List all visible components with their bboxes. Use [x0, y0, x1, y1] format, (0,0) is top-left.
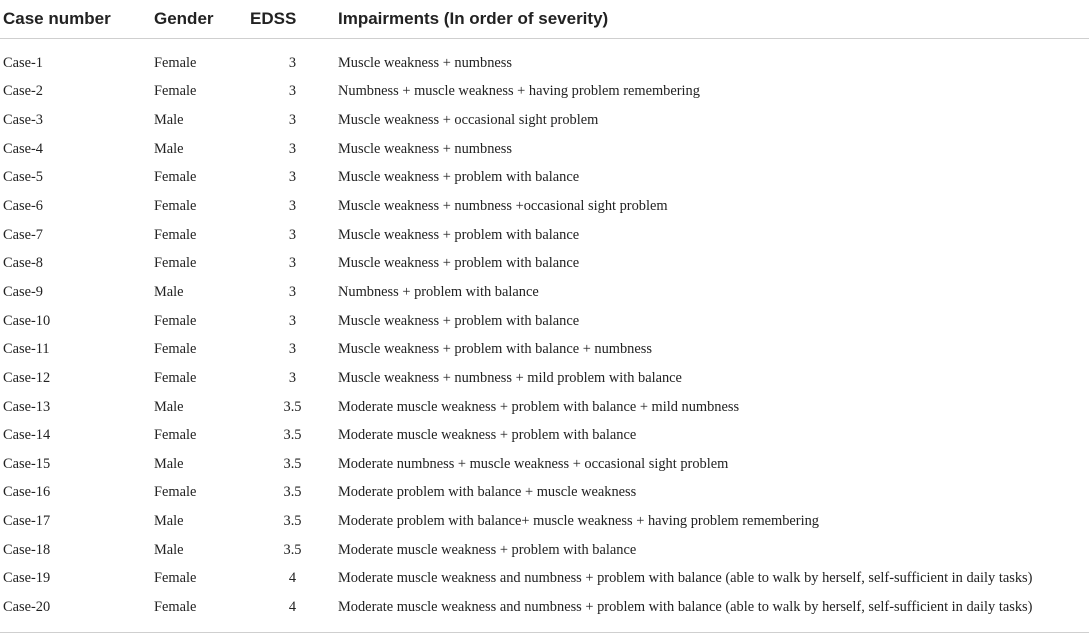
header-case-number: Case number — [0, 0, 151, 39]
cell-case-number: Case-17 — [3, 513, 51, 530]
cell-edss: 3 — [288, 226, 297, 243]
cell-gender: Male — [154, 541, 184, 558]
cell-gender: Female — [154, 198, 197, 215]
table-row — [0, 49, 1089, 78]
cell-impairments: Muscle weakness + occasional sight problem — [338, 112, 599, 129]
table-row — [0, 507, 1089, 536]
cell-edss: 3 — [288, 369, 297, 386]
cell-impairments: Moderate muscle weakness and numbness + problem with balance (able to walk by herself, self-sufficient in daily tasks) — [338, 570, 1033, 587]
cell-gender: Female — [154, 54, 197, 71]
table-row — [0, 221, 1089, 250]
cell-edss: 3 — [288, 341, 297, 358]
cell-edss: 3.5 — [283, 455, 302, 472]
table-body — [0, 39, 1089, 633]
cell-case-number: Case-1 — [3, 54, 43, 71]
cell-impairments: Moderate problem with balance + muscle weakness — [338, 484, 637, 501]
cell-edss: 3.5 — [283, 398, 302, 415]
cell-case-number: Case-11 — [3, 341, 50, 358]
cell-gender: Male — [154, 112, 184, 129]
cell-edss: 3 — [288, 83, 297, 100]
bottom-spacer — [0, 622, 1089, 633]
cell-impairments: Muscle weakness + numbness +occasional sight problem — [338, 198, 668, 215]
table-row — [0, 78, 1089, 107]
cell-case-number: Case-12 — [3, 369, 51, 386]
cell-edss: 3 — [288, 54, 297, 71]
cell-impairments: Muscle weakness + problem with balance — [338, 226, 580, 243]
table-row — [0, 364, 1089, 393]
cell-case-number: Case-18 — [3, 541, 51, 558]
cell-case-number: Case-7 — [3, 226, 43, 243]
header-gender: Gender — [151, 0, 250, 39]
cell-gender: Male — [154, 513, 184, 530]
cell-case-number: Case-10 — [3, 312, 51, 329]
cell-edss: 3 — [288, 255, 297, 272]
cell-edss: 3 — [288, 169, 297, 186]
table-row — [0, 421, 1089, 450]
header-impairments: Impairments (In order of severity) — [335, 0, 1089, 39]
table-row — [0, 307, 1089, 336]
header-edss: EDSS — [250, 0, 335, 39]
cell-edss: 3 — [288, 112, 297, 129]
cell-gender: Female — [154, 484, 197, 501]
table-row — [0, 335, 1089, 364]
cell-case-number: Case-13 — [3, 398, 51, 415]
cell-gender: Male — [154, 283, 184, 300]
cell-gender: Male — [154, 140, 184, 157]
cell-case-number: Case-6 — [3, 198, 43, 215]
cell-edss: 4 — [288, 598, 297, 615]
cell-gender: Female — [154, 226, 197, 243]
cell-impairments: Moderate muscle weakness + problem with balance — [338, 541, 637, 558]
table-row — [0, 536, 1089, 565]
cell-impairments: Muscle weakness + problem with balance — [338, 169, 580, 186]
cell-edss: 3.5 — [283, 541, 302, 558]
cell-gender: Female — [154, 312, 197, 329]
cell-impairments: Muscle weakness + problem with balance — [338, 255, 580, 272]
cell-case-number: Case-4 — [3, 140, 43, 157]
cell-gender: Female — [154, 570, 197, 587]
table-row — [0, 164, 1089, 193]
cell-gender: Male — [154, 398, 184, 415]
cell-impairments: Numbness + problem with balance — [338, 283, 539, 300]
cell-impairments: Moderate muscle weakness + problem with balance — [338, 427, 637, 444]
table-row — [0, 450, 1089, 479]
cell-edss: 3 — [288, 283, 297, 300]
cell-gender: Female — [154, 255, 197, 272]
cell-edss: 3.5 — [283, 427, 302, 444]
cell-impairments: Moderate muscle weakness and numbness + problem with balance (able to walk by herself, self-sufficient in daily tasks) — [338, 598, 1033, 615]
cell-gender: Female — [154, 427, 197, 444]
table-row — [0, 135, 1089, 164]
cell-case-number: Case-20 — [3, 598, 51, 615]
cell-edss: 3.5 — [283, 513, 302, 530]
cell-case-number: Case-16 — [3, 484, 51, 501]
cell-impairments: Numbness + muscle weakness + having problem remembering — [338, 83, 700, 100]
top-spacer — [0, 39, 1089, 50]
table-row — [0, 106, 1089, 135]
table-row — [0, 393, 1089, 422]
cell-case-number: Case-8 — [3, 255, 43, 272]
cell-case-number: Case-2 — [3, 83, 43, 100]
cell-case-number: Case-9 — [3, 283, 43, 300]
table-row — [0, 565, 1089, 594]
cell-case-number: Case-14 — [3, 427, 51, 444]
cell-case-number: Case-15 — [3, 455, 51, 472]
cell-edss: 3.5 — [283, 484, 302, 501]
cell-impairments: Muscle weakness + problem with balance + numbness — [338, 341, 652, 358]
cell-gender: Female — [154, 598, 197, 615]
table-row — [0, 278, 1089, 307]
table-header — [0, 0, 1089, 39]
cell-gender: Female — [154, 341, 197, 358]
table-row — [0, 593, 1089, 622]
cell-gender: Male — [154, 455, 184, 472]
cell-edss: 3 — [288, 198, 297, 215]
cell-gender: Female — [154, 369, 197, 386]
cell-impairments: Moderate muscle weakness + problem with balance + mild numbness — [338, 398, 740, 415]
cell-impairments: Muscle weakness + problem with balance — [338, 312, 580, 329]
cell-impairments: Moderate numbness + muscle weakness + occasional sight problem — [338, 455, 729, 472]
cell-edss: 4 — [288, 570, 297, 587]
cell-edss: 3 — [288, 140, 297, 157]
cell-gender: Female — [154, 83, 197, 100]
cell-gender: Female — [154, 169, 197, 186]
cell-case-number: Case-5 — [3, 169, 43, 186]
cell-impairments: Muscle weakness + numbness + mild problem with balance — [338, 369, 682, 386]
cell-case-number: Case-19 — [3, 570, 51, 587]
header-row — [0, 0, 1089, 39]
table-row — [0, 479, 1089, 508]
cell-impairments: Moderate problem with balance+ muscle weakness + having problem remembering — [338, 513, 819, 530]
table-row — [0, 192, 1089, 221]
cell-edss: 3 — [288, 312, 297, 329]
cell-impairments: Muscle weakness + numbness — [338, 140, 512, 157]
cell-case-number: Case-3 — [3, 112, 43, 129]
cell-impairments: Muscle weakness + numbness — [338, 54, 512, 71]
table-row — [0, 249, 1089, 278]
